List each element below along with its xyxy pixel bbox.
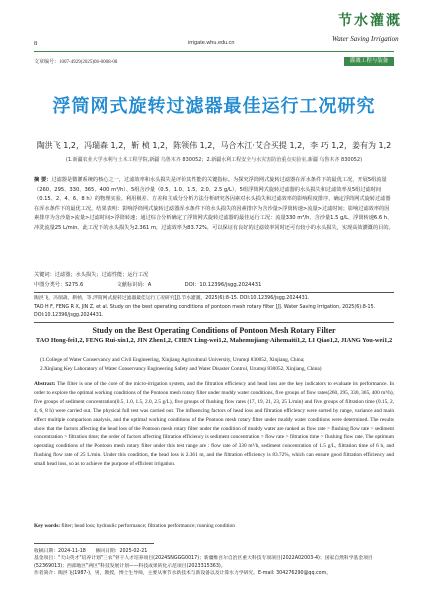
abstract-cn [34, 176, 394, 234]
divider [34, 292, 394, 293]
page-number: 8 [34, 40, 38, 47]
keywords-en [34, 523, 394, 529]
citation-cn: 陶洪飞，冯瑞森，靳桢，等.浮筒网式旋转过滤器最佳运行工况研究[J].节水灌溉，2025(6):8-15. DOI:10.12396/jsgg.2024431. [34, 296, 310, 301]
doc-code: 文献标识码：A [116, 282, 152, 288]
divider [34, 322, 394, 323]
authors-en: TAO Hong-fei1,2, FENG Rui-xin1,2, JIN Zhen1,2, CHEN Ling-wei1,2, Mahemujiang·Aihemaiti1,2, LI Qiao1,2, JIANG You-wei1,2 [35, 337, 393, 344]
citation-en: TAO H F, FENG R X, JIN Z, et al. Study on the best operating conditions of pontoon mesh rotary filter [J]. Water Saving Irrigation, 2025(6):8-15. DOI:10.12396/jsgg.2024431. [34, 305, 376, 319]
journal-logo-en: Water Saving Irrigation [332, 35, 399, 43]
section-badge: 灌溉工程与装备 [344, 57, 394, 66]
affiliation-cn: (1.新疆农业大学水利与土木工程学院,新疆 乌鲁木齐 830052；2.新疆水利工程安全与水灾害防治重点实验室,新疆 乌鲁木齐 830052) [65, 157, 363, 163]
journal-url[interactable]: irrigate.whu.edu.cn [188, 40, 235, 46]
page-title-en: Study on the Best Operating Conditions of Pontoon Mesh Rotary Filter [92, 326, 336, 335]
footnote-divider [34, 543, 154, 544]
abstract-cn-label: 摘 要： [34, 177, 52, 183]
affiliation-en-1: (1.College of Water Conservancy and Civil Engineering, Xinjiang Agricultural University, Urumqi 830052, Xinjiang, China; [40, 357, 305, 363]
doi[interactable]: DOI：10.12396/jsgg.2024431 [184, 282, 262, 288]
abstract-en [34, 380, 394, 469]
classification-cn [34, 281, 394, 288]
class-number: 中图分类号：S275.6 [34, 282, 84, 288]
journal-logo-cn: 节水灌溉 [338, 14, 402, 29]
affiliation-en [40, 356, 390, 373]
abstract-cn-text: 过滤器是微灌系统的核心之一，过滤效率和水头损失是评价其性能的关键指标。为探究浮筒网式旋转过滤器在浑水条件下的最优工况，开展5组流量（260、295、330、365、400 m³/h）、5组含沙量（0.5、1.0、1.5、2.0、2.5 g/L）、5组浮筒网式旋转过滤器的水头损失和过滤效率及5组过滤时间（0.15、2、4、6、8 h）的物理实验。利用极差、方差和主成分分析方法分析研究各因素对水头损失和过滤效率的影响程度排序，确定浮筒网式旋转过滤器在浑水条件下的最优工况。结果表明：影响浮筒网式旋转过滤器浑水条件下的水头损失的因素排序为含沙量>浮筒转速>流量>过滤时间；影响过滤效率的因素排序为含沙量>流量>过滤时间>浮筒转速；通过综合分析确定了浮筒网式旋转过滤器的最佳运行工况：流量330 m³/h、含沙量1.5 g/L、浮筒转速6.6 h、冲洗流量25 L/min。此工况下的水头损失为2.361 m，过滤效率为83.72%，可以保证有良好的过滤效率同时还可有较小的水头损失，实现高效灌溉的目的。 [34, 177, 394, 231]
page-title-cn: 浮筒网式旋转过滤器最佳运行工况研究 [52, 96, 376, 117]
authors-cn: 陶洪飞 1,2，冯瑞森 1,2，靳 桢 1,2，陈领伟 1,2，马合木江·艾合买提 1,2，李 巧 1,2，姜有为 1,2 [36, 141, 392, 150]
abstract-en-label: Abstract: [34, 381, 56, 387]
keywords-en-text: filter; head loss; hydraulic performance; filtration performance; running condition [61, 523, 235, 529]
keywords-cn: 关键词：过滤器；水头损失；过滤性能；运行工况 [34, 272, 149, 278]
affiliation-en-2: 2.Xinjiang Key Laboratory of Water Conservancy Engineering Safety and Water Disaster Control, Urumqi 830052, Xinjiang, China) [40, 365, 322, 372]
keywords-en-label: Key words: [34, 523, 61, 529]
article-number: 文章编号：1007-4929(2025)06-0008-08 [34, 60, 118, 65]
footnote-fund: 基金项目："天山英才"培养计划"三农"骨干人才培养项目(2024SNGGG0017)；新疆维吾尔自治区重大科技专项项目(2022A02003-4)；国家自然科学基金项目(52369013)；西部地区"两区"科技发展计划——科技成果转化示范项目(2023315363)。 [34, 556, 373, 569]
footnote-dates: 收稿日期：2024-11-18 修回日期：2025-02-21 [34, 549, 148, 554]
header-divider [34, 51, 394, 52]
abstract-en-text: The filter is one of the core of the micro-irrigation system, and the filtration efficiency and head loss are the key indicators to evaluate its performance. In order to explore the optimal working conditions of the Pontoon mesh rotary filter under muddy water conditions, five groups of flow rates(260, 295, 330, 365, 400 m³/h), five groups of sediment concentration(0.5, 1.0, 1.5, 2.0, 2.5 g/L), five groups of flushing flow rates (17, 19, 21, 23, 25 L/min) and five groups of filtration time (0.15, 2, 4, 6, 8 h) were carried out. The physical full test was carried out. The influencing factors of head loss and filtration efficiency were sorted by range, variance and main effect multiple comparison analysis, and the optimal working conditions of the Pontoon mesh rotary filter under muddy water conditions were determined. The results show that the factors affecting the head loss of the Pontoon mesh rotary filter under the condition of muddy water are ranked as flow rate > flushing flow rate > sediment concentration > filtration time; the order of factors affecting filtration efficiency is sediment concentration > flow rate > filtration time > flushing flow rate. The optimum operating conditions of the Pontoon mesh rotary filter under this test range are : flow rate of 330 m³/h, sediment concentration of 1.5 g/L, filtration time of 6 h, and flushing flow rate of 25 L/min. Under this condition, the head loss is 2.361 m, and the filtration efficiency is 83.72%, which can ensure good filtration efficiency and small head loss, so as to achieve the purpose of efficient irrigation. [34, 381, 395, 468]
footnote [34, 548, 394, 578]
footnote-author: 作者简介：陶洪飞(1987-)，男，教授，博士生导师，主要从事节水新技术与新设备以及计算水力学研究。E-mail: 304276290@qq.com。 [34, 571, 332, 577]
